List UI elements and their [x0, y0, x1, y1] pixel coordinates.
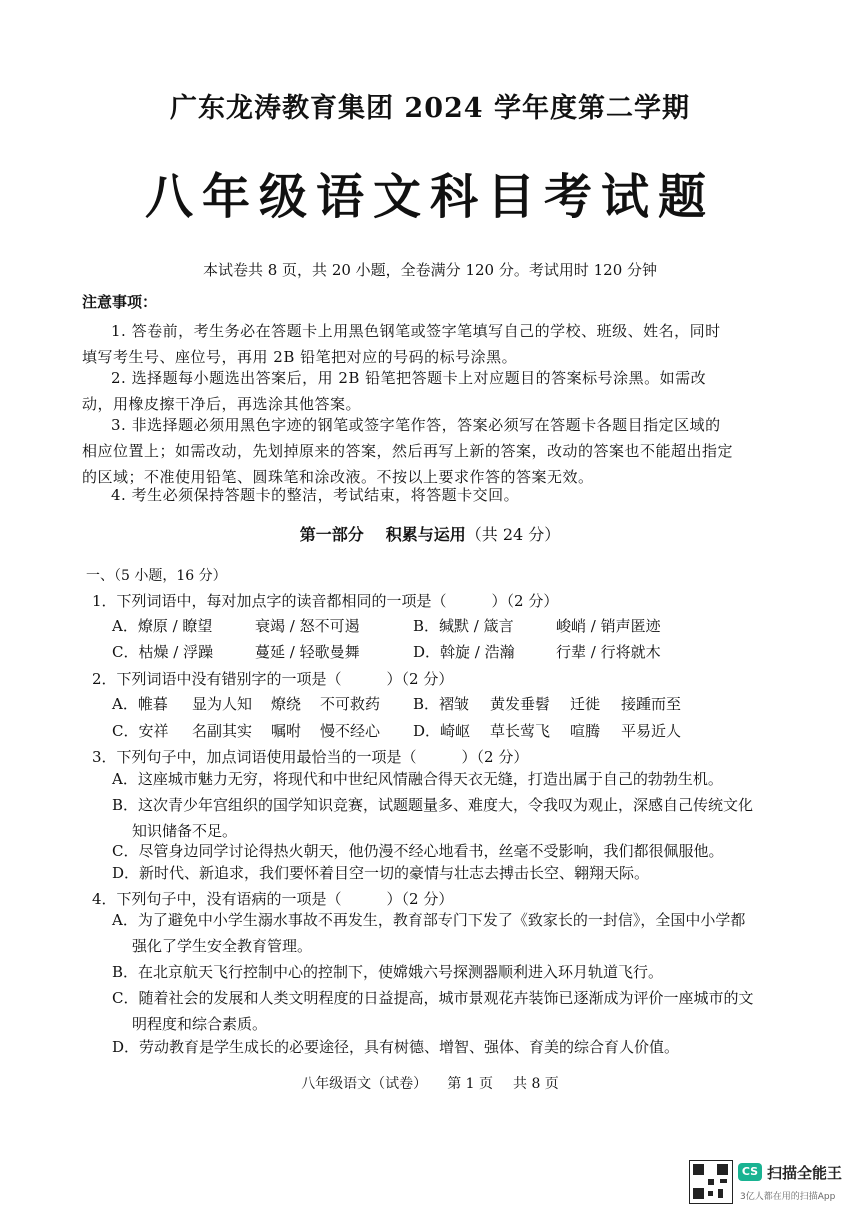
exam-title: 八年级语文科目考试题: [144, 169, 715, 225]
q2-option-d-word: 喧腾: [570, 722, 601, 740]
question-1-stem: 1．下列词语中，每对加点字的读音都相同的一项是（ ）（2 分）: [92, 592, 559, 610]
question-3-stem: 3．下列句子中，加点词语使用最恰当的一项是（ ）（2 分）: [92, 748, 529, 766]
brand-tagline: 3亿人都在用的扫描App: [740, 1192, 836, 1202]
q2-option-a-word: 显为人知: [192, 695, 253, 713]
q3-option-a: A．这座城市魅力无穷，将现代和中世纪风情融合得天衣无缝，打造出属于自己的勃勃生机。: [112, 770, 723, 788]
footer-subject: 八年级语文（试卷）: [301, 1076, 428, 1092]
question-4-stem: 4．下列句子中，没有语病的一项是（ ）（2 分）: [92, 890, 454, 908]
q1-option-b-pair: 峻峭 / 销声匿迹: [556, 617, 661, 635]
note-item: 4. 考生必须保持答题卡的整洁，考试结束，将答题卡交回。: [111, 486, 520, 504]
question-2-stem: 2．下列词语中没有错别字的一项是（ ）（2 分）: [92, 670, 454, 688]
q1-option-d: D．斡旋 / 浩瀚: [413, 643, 515, 661]
q2-option-a-word: 燎绕: [271, 695, 302, 713]
notes-heading: 注意事项：: [82, 293, 158, 311]
q1-option-a-pair: 衰竭 / 怒不可遏: [255, 617, 360, 635]
q2-option-b-word: 接踵而至: [621, 695, 682, 713]
q2-option-b-word: 迁徙: [570, 695, 601, 713]
footer-page: 第 1 页: [447, 1076, 493, 1092]
note-item: 2. 选择题每小题选出答案后，用 2B 铅笔把答题卡上对应题目的答案标号涂黑。如需改动，用橡皮擦干净后，再选涂其他答案。: [82, 369, 707, 413]
q3-option-c: C．尽管身边同学讨论得热火朝天，他仍漫不经心地看书，丝毫不受影响，我们都很佩服他。: [112, 842, 724, 860]
q2-option-a-word: 不可救药: [320, 695, 381, 713]
part-score: （共 24 分）: [465, 525, 561, 544]
school-title: 广东龙涛教育集团 2024 学年度第二学期: [170, 93, 690, 124]
q3-option-b: B．这次青少年宫组织的国学知识竞赛，试题题量多、难度大，令我叹为观止，深感自己传统文化知识储备不足。: [112, 796, 754, 840]
q1-option-c-pair: 蔓延 / 轻歌曼舞: [255, 643, 360, 661]
q1-option-c: C．枯燥 / 浮躁: [112, 643, 214, 661]
note-item: 3. 非选择题必须用黑色字迹的钢笔或签字笔作答，答案必须写在答题卡各题目指定区域的相应位置上；如需改动，先划掉原来的答案，然后再写上新的答案，改动的答案也不能超出指定的区域；不准使用铅笔、圆珠笔和涂改液。不按以上要求作答的答案无效。: [82, 416, 734, 486]
part-subtitle: 积累与运用: [385, 525, 466, 544]
q2-option-b: B．褶皱: [413, 695, 470, 713]
q2-option-d-word: 草长莺飞: [490, 722, 551, 740]
section-label: 一、（5 小题，16 分）: [86, 568, 227, 584]
q2-option-b-word: 黄发垂髫: [490, 695, 551, 713]
q1-option-a: A．燎原 / 瞭望: [112, 617, 213, 635]
q1-option-b: B．缄默 / 箴言: [413, 617, 514, 635]
q2-option-d-word: 平易近人: [621, 722, 682, 740]
q4-option-a: A．为了避免中小学生溺水事故不再发生，教育部专门下发了《致家长的一封信》，全国中小学都强化了学生安全教育管理。: [112, 911, 746, 955]
q2-option-a: A．帷暮: [112, 695, 168, 713]
q2-option-c: C．安祥: [112, 722, 169, 740]
note-item: 1. 答卷前，考生务必在答题卡上用黑色钢笔或签字笔填写自己的学校、班级、姓名，同时填写考生号、座位号，再用 2B 铅笔把对应的号码的标号涂黑。: [82, 322, 721, 366]
qr-code-icon: [689, 1160, 733, 1204]
q2-option-c-word: 慢不经心: [320, 722, 381, 740]
page-footer: [0, 1073, 860, 1093]
q4-option-c: C．随着社会的发展和人类文明程度的日益提高，城市景观花卉装饰已逐渐成为评价一座城市的文明程度和综合素质。: [112, 989, 754, 1033]
footer-total: 共 8 页: [513, 1076, 559, 1092]
q2-option-c-word: 嘱咐: [271, 722, 302, 740]
brand-name: 扫描全能王: [767, 1164, 843, 1182]
camscanner-logo-icon: CS: [738, 1163, 762, 1181]
q2-option-c-word: 名副其实: [192, 722, 253, 740]
q4-option-b: B．在北京航天飞行控制中心的控制下，使嫦娥六号探测器顺利进入环月轨道飞行。: [112, 963, 664, 981]
part-title: 第一部分: [299, 525, 364, 544]
q1-option-d-pair: 行辈 / 行将就木: [556, 643, 661, 661]
q4-option-d: D．劳动教育是学生成长的必要途径，具有树德、增智、强体、育美的综合育人价值。: [112, 1038, 680, 1056]
part-header: [0, 522, 860, 545]
q2-option-d: D．崎岖: [413, 722, 471, 740]
q3-option-d: D．新时代、新追求，我们要怀着目空一切的豪情与壮志去搏击长空、翱翔天际。: [112, 864, 650, 882]
exam-info: 本试卷共 8 页，共 20 小题，全卷满分 120 分。考试用时 120 分钟: [202, 261, 658, 279]
